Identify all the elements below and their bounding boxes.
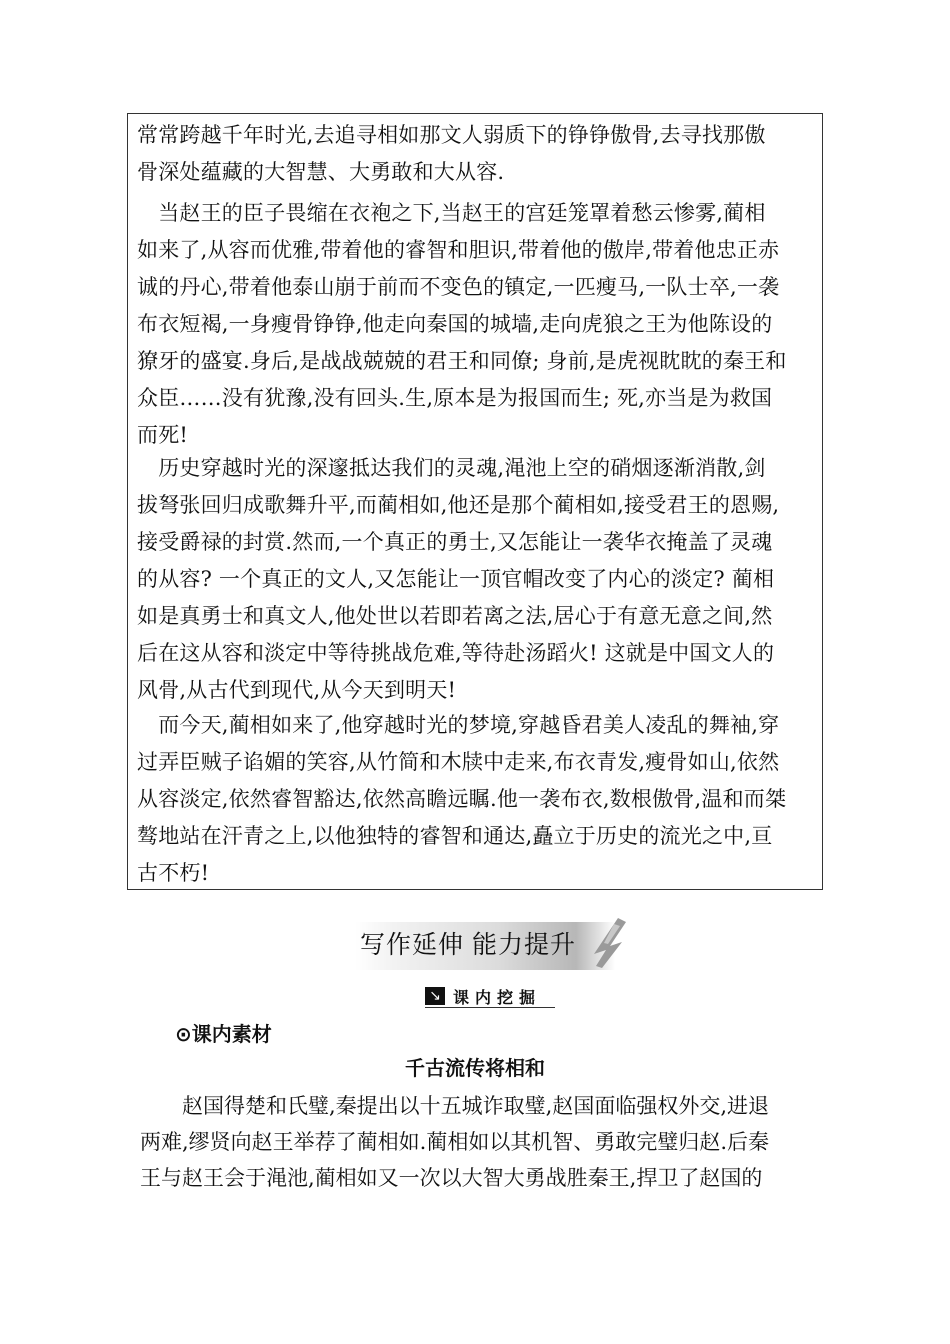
section-title: 写作延伸 能力提升 — [360, 931, 576, 959]
passage-line: 历史穿越时光的深邃抵达我们的灵魂,渑池上空的硝烟逐渐消散,剑 — [137, 456, 766, 480]
passage-line: 而死! — [137, 423, 189, 447]
passage-line: 诚的丹心,带着他泰山崩于前而不变色的镇定,一匹瘦马,一队士卒,一袭 — [137, 275, 780, 299]
body-line: 两难,缪贤向赵王举荐了蔺相如.蔺相如以其机智、勇敢完璧归赵.后秦 — [140, 1130, 770, 1154]
passage-line: 当赵王的臣子畏缩在衣袍之下,当赵王的宫廷笼罩着愁云惨雾,蔺相 — [137, 201, 766, 225]
passage-line: 骜地站在汗青之上,以他独特的睿智和通达,矗立于历史的流光之中,亘 — [137, 824, 773, 848]
passage-line: 众臣……没有犹豫,没有回头.生,原本是为报国而生; 死,亦当是为救国 — [137, 386, 773, 410]
article-title: 千古流传将相和 — [405, 1058, 545, 1080]
passage-line: 獠牙的盛宴.身后,是战战兢兢的君王和同僚; 身前,是虎视眈眈的秦王和 — [137, 349, 787, 373]
body-line: 王与赵王会于渑池,蔺相如又一次以大智大勇战胜秦王,捍卫了赵国的 — [140, 1166, 763, 1190]
passage-line: 而今天,蔺相如来了,他穿越时光的梦境,穿越昏君美人凌乱的舞袖,穿 — [137, 713, 780, 737]
passage-line: 风骨,从古代到现代,从今天到明天! — [137, 678, 457, 702]
arrow-down-right-icon: ↘ — [425, 987, 445, 1005]
passage-line: 接受爵禄的封赏.然而,一个真正的勇士,又怎能让一袭华衣掩盖了灵魂 — [137, 530, 773, 554]
passage-line: 布衣短褐,一身瘦骨铮铮,他走向秦国的城墙,走向虎狼之王为他陈设的 — [137, 312, 773, 336]
passage-line: 从容淡定,依然睿智豁达,依然高瞻远瞩.他一袭布衣,数根傲骨,温和而桀 — [137, 787, 787, 811]
passage-line: 后在这从容和淡定中等待挑战危难,等待赴汤蹈火! 这就是中国文人的 — [137, 641, 775, 665]
passage-line: 骨深处蕴藏的大智慧、大勇敢和大从容. — [137, 160, 505, 184]
passage-line: 如是真勇士和真文人,他处世以若即若离之法,居心于有意无意之间,然 — [137, 604, 773, 628]
material-heading: ⊙课内素材 — [175, 1024, 272, 1046]
passage-line: 拔弩张回归成歌舞升平,而蔺相如,他还是那个蔺相如,接受君王的恩赐, — [137, 493, 780, 517]
passage-line: 的从容? 一个真正的文人,又怎能让一顶官帽改变了内心的淡定? 蔺相 — [137, 567, 775, 591]
section-tag — [425, 985, 555, 1008]
passage-line: 古不朽! — [137, 861, 210, 885]
brush-stroke-icon — [588, 916, 628, 970]
passage-line: 常常跨越千年时光,去追寻相如那文人弱质下的铮铮傲骨,去寻找那傲 — [137, 123, 766, 147]
body-line: 赵国得楚和氏璧,秦提出以十五城诈取璧,赵国面临强权外交,进退 — [140, 1094, 770, 1118]
passage-line: 过弄臣贼子谄媚的笑容,从竹简和木牍中走来,布衣青发,瘦骨如山,依然 — [137, 750, 780, 774]
section-tag-label: 课内挖掘 — [453, 989, 542, 1007]
passage-line: 如来了,从容而优雅,带着他的睿智和胆识,带着他的傲岸,带着他忠正赤 — [137, 238, 780, 262]
